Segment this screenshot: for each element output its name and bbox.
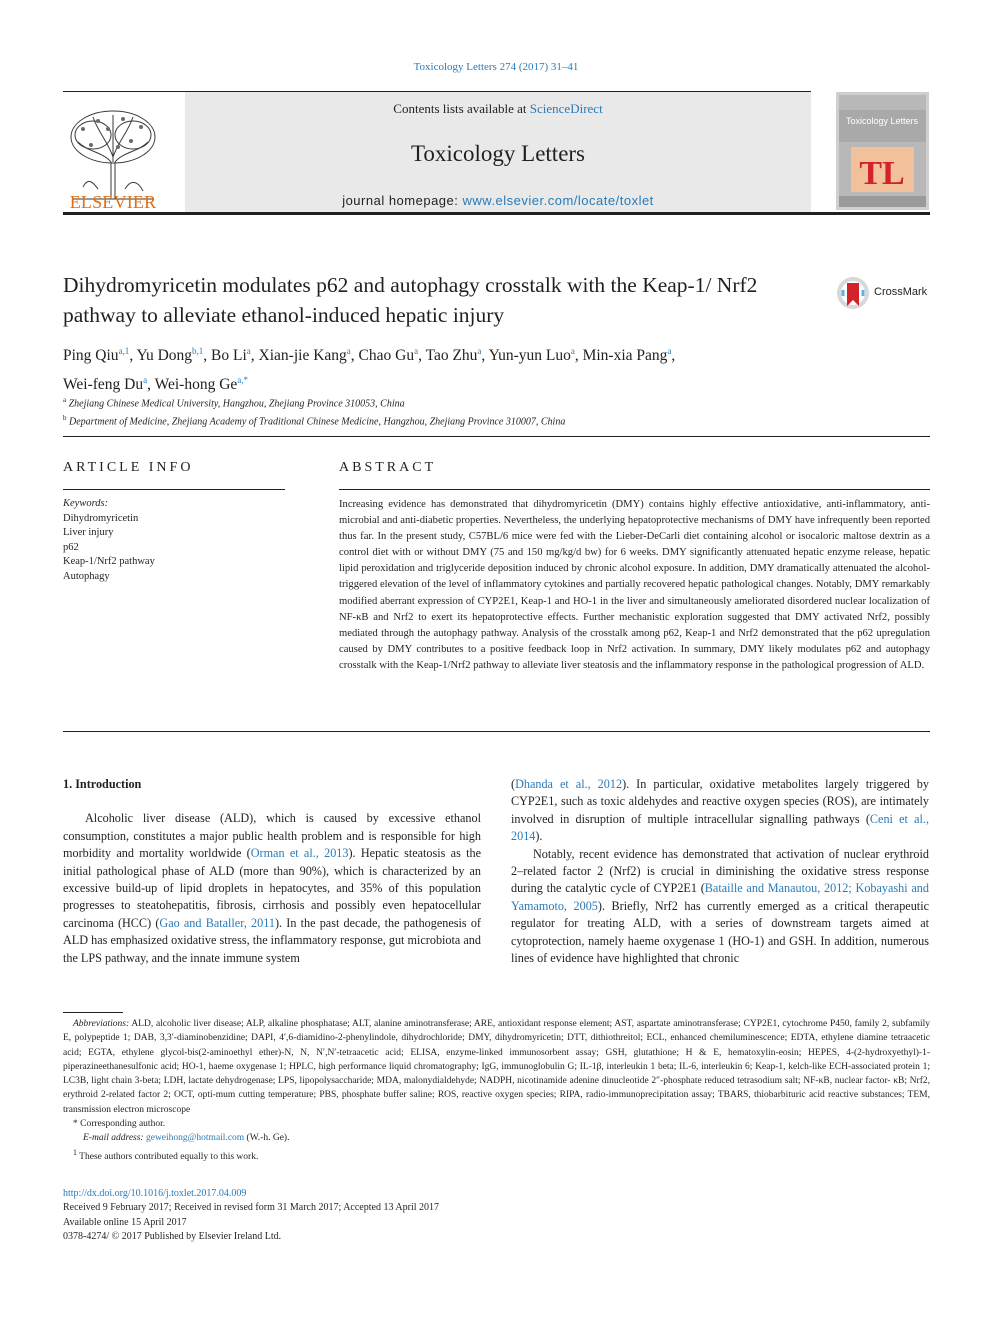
cover-title: Toxicology Letters — [845, 116, 919, 126]
author-affiliation-mark[interactable]: a — [143, 375, 148, 386]
text-run: ). — [535, 829, 543, 844]
author-affiliation-mark[interactable]: a — [570, 346, 575, 356]
citation-link[interactable]: Orman et al., 2013 — [250, 846, 349, 861]
article-info-heading: ARTICLE INFO — [63, 460, 194, 475]
keywords-block — [63, 497, 285, 584]
citation-link[interactable]: Gao and Bataller, 2011 — [159, 915, 275, 930]
keyword: Liver injury — [63, 527, 114, 538]
footnotes — [63, 1017, 930, 1164]
crossmark-icon — [836, 276, 870, 310]
masthead-bottom-rule — [63, 212, 930, 215]
article-info-rule — [63, 489, 285, 490]
journal-cover-thumbnail[interactable] — [836, 92, 929, 210]
author[interactable]: Wei-feng Du — [63, 376, 144, 394]
doi-link[interactable]: http://dx.doi.org/10.1016/j.toxlet.2017.04.009 — [63, 1188, 247, 1199]
text-run: ( — [511, 777, 516, 791]
abstract-text: Increasing evidence has demonstrated that dihydromyricetin (DMY) contains highly effective antioxidative, anti-inflammatory, anti-microbial and anti-diabetic properties. Nevertheless, the underlying hepatoprotective mechanisms of DMY have infrequently been reported thus far. In the present study, C57BL/6 mice were fed with the Lieber-DeCarli diet containing alcohol or isocaloric maltose dextrin as a control diet with or without DMY (75 and 150 mg/kg/d bw) for 6 weeks. DMY significantly attenuated hepatic enzyme release, hepatic lipid peroxidation and triglyceride deposition induced by chronic alcohol exposure. In addition, DMY dramatically attenuated the alcohol-triggered elevation of the level of inflammatory cytokines and partially recovered hepatic pathological changes. Notably, DMY remarkably modified aberrant expression of CYP2E1, Keap-1 and HO-1 in the liver and simultaneously ameliorated disordered nuclear localization of NF-κB and Nrf2 to exert its hepatoprotective effects. Further mechanistic exploration suggested that DMY activated Nrf2, possibly mediated through the autophagy pathway. Analysis of the crosstalk among p62, Keap-1 and Nrf2 demonstrated that the p62 upregulation caused by DMY contributes to a positive feedback loop in Nrf2 activation. In summary, DMY likely modulates p62 and autophagy crosstalk with the Keap-1/Nrf2 pathway to alleviate liver steatosis and the inflammatory response in the pathological progression of ALD. — [339, 499, 930, 671]
body-column-right — [511, 776, 929, 967]
cover-initials: TL — [859, 155, 905, 192]
abstract-divider — [63, 731, 930, 732]
received-dates: Received 9 February 2017; Received in revised form 31 March 2017; Accepted 13 April 2017 — [63, 1202, 440, 1214]
header-divider — [63, 436, 930, 437]
online-date: Available online 15 April 2017 — [63, 1216, 187, 1228]
author-affiliation-mark[interactable]: a — [477, 346, 482, 356]
abstract-heading: ABSTRACT — [339, 460, 437, 475]
equal-text: These authors contributed equally to this work. — [79, 1151, 259, 1162]
keyword: p62 — [63, 541, 79, 553]
author-list: Ping Qiu$^{a,1}$, Yu Dong$^{b,1}$, Bo Li$^a$, Xian-jie Kang$^a$, Chao Gu$^a$, Tao Zhu$^a$, Yun-yun Luo$^a$, Min-xia Pang$^a$, Wei-feng Du$^a$, Wei-hong $Ge^{a,*}$ — [63, 346, 676, 394]
affiliation-mark: b — [63, 414, 67, 423]
section-heading: 1. Introduction — [63, 777, 142, 791]
abbreviations-label: Abbreviations: — [73, 1019, 130, 1029]
author[interactable]: Yun-yun Luo — [488, 347, 571, 365]
contents-line — [185, 101, 811, 117]
author[interactable]: Chao Gu — [358, 347, 415, 365]
abbreviations-footnote — [63, 1017, 930, 1117]
intro-paragraph-2 — [511, 846, 929, 968]
citation-link[interactable]: Ceni et al., 2014 — [511, 811, 929, 844]
author-affiliation-mark[interactable]: a,* — [237, 375, 249, 386]
keyword: Autophagy — [63, 570, 110, 582]
homepage-link[interactable]: www.elsevier.com/locate/toxlet — [462, 193, 654, 208]
email-link[interactable]: geweihong@hotmail.com — [145, 1133, 245, 1144]
affiliation — [63, 393, 923, 411]
author-affiliation-mark[interactable]: a — [667, 346, 672, 356]
author[interactable]: Ping Qiu — [63, 347, 119, 365]
author-affiliation-mark[interactable]: a — [346, 346, 351, 356]
homepage-line — [185, 193, 811, 208]
article-title: Dihydromyricetin modulates p62 and autophagy crosstalk with the Keap-1/ Nrf2 pathway to alleviate ethanol-induced hepatic injury — [63, 273, 758, 327]
citation-link[interactable]: Bataille and Manautou, 2012; Kobayashi and Yamamoto, 2005 — [511, 881, 929, 913]
affiliation — [63, 411, 923, 429]
text-run: ). Briefly, Nrf2 has currently emerged as a critical therapeutic regulator for treating ALD, with a series of downstream targets aimed at cytoprotection, namely haeme oxygenase 1 (HO-1) and GSH. In addition, numerous lines of evidence have highlighted that chronic — [511, 898, 929, 966]
contents-prefix: Contents lists available at — [393, 101, 530, 116]
keywords-list — [63, 512, 285, 585]
author[interactable]: Bo Li — [211, 347, 247, 365]
footnote-rule — [63, 1012, 123, 1013]
email-label: E-mail address: — [83, 1133, 146, 1144]
author[interactable]: Min-xia Pang — [582, 347, 668, 365]
email-note — [63, 1131, 930, 1145]
intro-paragraph-1-continued — [511, 776, 929, 846]
text-run: ). In the past decade, the pathogenesis of ALD has emphasized oxidative stress, the inflammatory response, gut microbiota and the LPS pathway, and the innate immune system — [63, 915, 481, 965]
body-column-left — [63, 776, 481, 967]
author[interactable]: Wei-hong Ge — [154, 376, 238, 394]
journal-name: Toxicology Letters — [410, 141, 586, 166]
affiliations — [63, 393, 923, 430]
keywords-label: Keywords: — [63, 498, 109, 509]
text-run: ). Hepatic steatosis as the initial pathological phase of ALD (more than 90%), which is characterized by an excessive build-up of lipid droplets in hepatocytes, and 35% of this population progresses to steatohepatitis, fibrosis, cirrhosis and possibly even hepatocellular carcinoma (HCC) ( — [63, 846, 481, 930]
text-run: Notably, recent evidence has demonstrated that activation of nuclear erythroid 2–related factor 2 (Nrf2) is crucial in diminishing the oxidative stress response during the catalytic cycle of CYP2E1 ( — [511, 846, 929, 896]
affiliation-text: Department of Medicine, Zhejiang Academy of Traditional Chinese Medicine, Hangzhou, Zhejiang Province 310007, China — [69, 416, 566, 428]
author-affiliation-mark[interactable]: a — [414, 346, 419, 356]
author[interactable]: Yu Dong — [136, 347, 193, 365]
author[interactable]: Xian-jie Kang — [258, 347, 347, 365]
citation-link[interactable]: Dhanda et al., 2012 — [515, 777, 623, 791]
author-affiliation-mark[interactable]: a — [246, 346, 251, 356]
equal-contribution-note — [63, 1146, 930, 1164]
keyword: Dihydromyricetin — [63, 512, 139, 524]
publication-info — [63, 1187, 930, 1244]
publisher-logo-text: ELSEVIER — [69, 192, 157, 212]
abbreviations-text: ALD, alcoholic liver disease; ALP, alkaline phosphatase; ALT, alanine aminotransferase; ARE, antioxidant response element; AST, aspartate aminotransferase; CYP2E1, cytochrome P450, family 2, subfamily E, polypeptide 1; DAB, 3,3′-diaminobenzidine; DAPI, 4′,6-diamidino-2-phenylindole, dihydrochloride; DMY, dihydromyricetin; DTT, dithiothreitol; ECL, enhanced chemiluminescence; EDTA, ethylene diamine tetraacetic acid; EGTA, ethylene glycol-bis(2-aminoethyl ether)-N, N, N′,N′-tetraacetic acid; ELISA, enzyme-linked immunosorbent assay; GSH, glutathione; H & E, hematoxylin-eosin; HEPES, 4-(2-hydroxyethyl)-1-piperazineethanesulfonic acid; HO-1, haeme oxygenase 1; HPLC, high performance liquid chromatography; IgG, immunoglobulin G; IL-1β, interleukin 1 beta; IL-6, interleukin 6; Keap-1, kelch-like ECH-associated protein 1; LC3B, light chain 3-beta; LDH, lactate dehydrogenase; LPS, lipopolysaccharide; MDA, malonydialdehyde; NADPH, nicotinamide adenine dinucleotide 2″-phosphate reduced tetrasodium salt; NF-κB, nuclear factor- κB; Nrf2, erythroid 2-related factor 2; OCT, opti-mum cutting temperature; PBS, phosphate buffer saline; ROS, reactive oxygen species; RIPA, radio-immunoprecipitation assay; TBARS, thiobarbituric acid reactive substances; TEM, transmission electron microscope — [63, 1019, 930, 1115]
affiliation-mark: a — [63, 396, 67, 404]
affiliation-text: Zhejiang Chinese Medical University, Hangzhou, Zhejiang Province 310053, China — [68, 398, 405, 410]
email-suffix: (W.-h. Ge). — [244, 1133, 290, 1144]
author-affiliation-mark[interactable]: a,1 — [118, 346, 130, 356]
homepage-prefix: journal homepage: — [342, 193, 463, 208]
keyword: Keap-1/Nrf2 pathway — [63, 556, 155, 567]
text-run: ). In particular, oxidative metabolites largely triggered by CYP2E1, such as toxic aldehydes and reactive oxygen species (ROS), are intimately involved in disruption of multiple intracellular signalling pathways ( — [511, 777, 929, 826]
abstract-rule — [339, 489, 930, 490]
crossmark-badge[interactable] — [836, 276, 936, 310]
intro-paragraph-1 — [63, 810, 481, 967]
copyright-line: 0378-4274/ © 2017 Published by Elsevier Ireland Ltd. — [63, 1230, 282, 1242]
equal-mark: 1 — [73, 1147, 77, 1157]
sciencedirect-link[interactable]: ScienceDirect — [529, 101, 603, 116]
author-affiliation-mark[interactable]: b,1 — [192, 346, 204, 356]
text-run: Alcoholic liver disease (ALD), which is caused by excessive ethanol consumption, constitutes a major public health problem and is responsible for high morbidity and mortality worldwide ( — [63, 811, 481, 861]
author[interactable]: Tao Zhu — [425, 347, 478, 365]
crossmark-label: CrossMark — [874, 286, 928, 298]
journal-reference[interactable]: Toxicology Letters 274 (2017) 31–41 — [413, 61, 579, 73]
corresponding-author-note: * Corresponding author. — [73, 1119, 166, 1130]
